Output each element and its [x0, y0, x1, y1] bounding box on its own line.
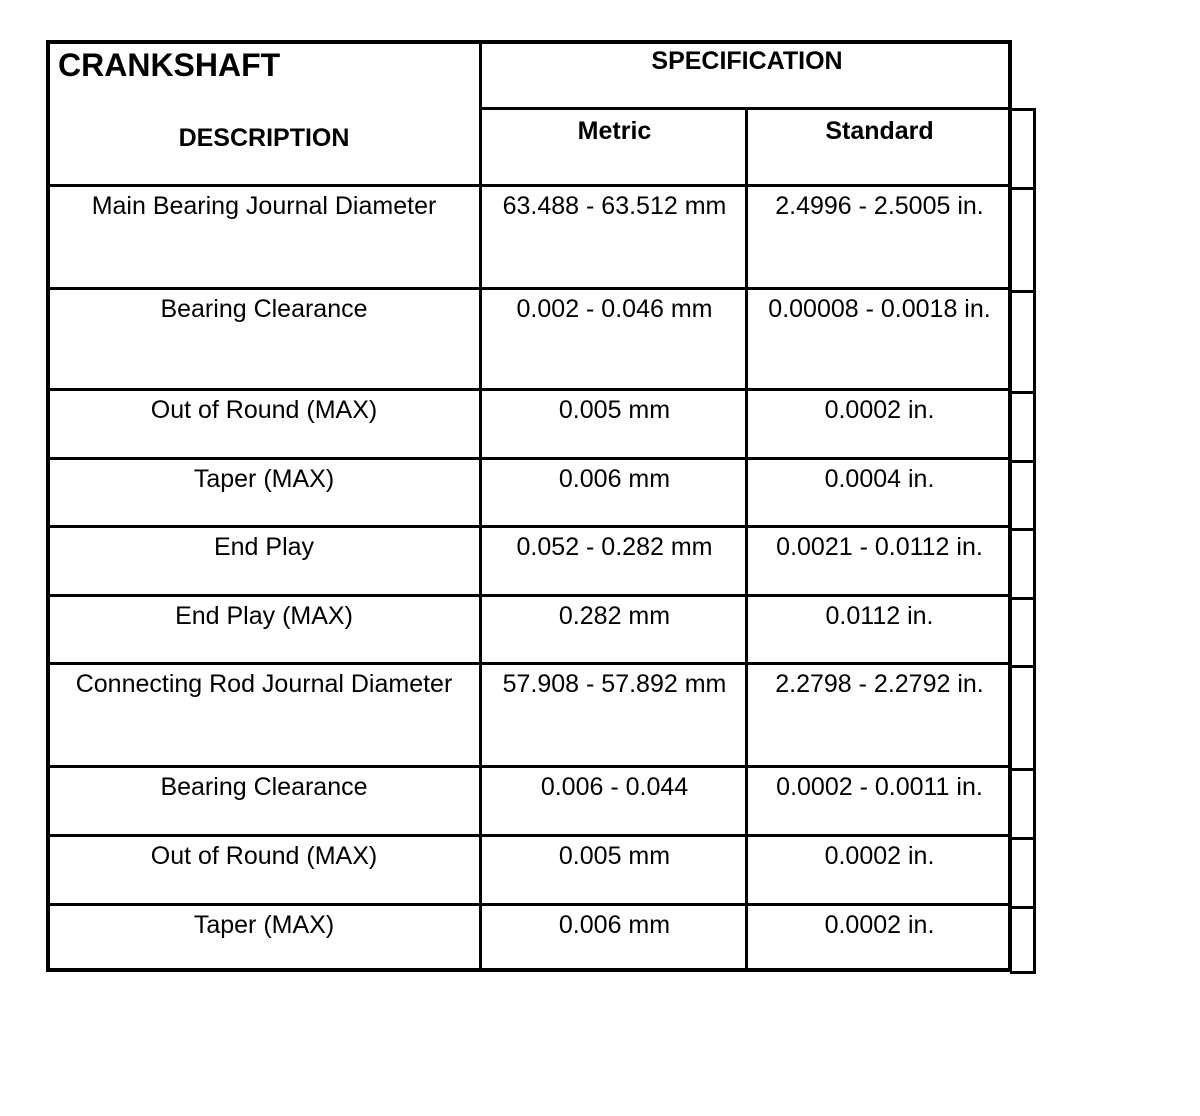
table-cell-metric: 0.002 - 0.046 mm: [516, 295, 713, 323]
extra-column-divider: [1010, 528, 1033, 531]
table-cell-description: Out of Round (MAX): [150, 842, 378, 870]
table-cell-metric: 0.005 mm: [558, 842, 671, 870]
extra-column-divider: [1010, 906, 1033, 909]
table-cell-standard: 0.0002 in.: [824, 396, 935, 424]
table-cell-description: Out of Round (MAX): [150, 396, 378, 424]
table-cell-standard: 0.0004 in.: [824, 465, 935, 493]
table-cell-metric: 0.052 - 0.282 mm: [516, 533, 713, 561]
column-header-metric: Metric: [577, 117, 652, 145]
table-cell-standard: 0.0002 in.: [824, 842, 935, 870]
column-header-standard: Standard: [825, 117, 934, 145]
extra-column-divider: [1010, 665, 1033, 668]
table-cell-standard: 0.0021 - 0.0112 in.: [776, 533, 983, 561]
table-cell-metric: 63.488 - 63.512 mm: [502, 192, 727, 220]
table-cell-description: Bearing Clearance: [160, 773, 368, 801]
table-title: CRANKSHAFT: [58, 47, 281, 83]
column-header-description: DESCRIPTION: [178, 124, 350, 152]
table-cell-standard: 0.00008 - 0.0018 in.: [768, 295, 991, 323]
extra-column-divider: [1010, 187, 1033, 190]
extra-column-divider: [1010, 597, 1033, 600]
table-cell-metric: 0.006 mm: [558, 465, 671, 493]
extra-column-divider: [1010, 391, 1033, 394]
extra-column-divider: [1010, 290, 1033, 293]
table-cell-metric: 0.006 - 0.044: [540, 773, 689, 801]
table-frame: [46, 40, 1012, 972]
header-divider: [480, 107, 1012, 110]
extra-column-divider: [1010, 460, 1033, 463]
table-cell-metric: 57.908 - 57.892 mm: [502, 670, 727, 698]
specification-header: SPECIFICATION: [651, 47, 843, 75]
table-cell-metric: 0.005 mm: [558, 396, 671, 424]
table-cell-metric: 0.282 mm: [558, 602, 671, 630]
table-cell-standard: 2.2798 - 2.2792 in.: [775, 670, 984, 698]
table-cell-description: Bearing Clearance: [160, 295, 368, 323]
table-extra-column: [1010, 108, 1036, 974]
table-cell-description: End Play: [213, 533, 315, 561]
table-cell-metric: 0.006 mm: [558, 911, 671, 939]
table-cell-description: End Play (MAX): [175, 602, 353, 630]
table-cell-description: Main Bearing Journal Diameter: [91, 192, 437, 220]
table-cell-description: Taper (MAX): [193, 465, 335, 493]
table-cell-standard: 0.0002 in.: [824, 911, 935, 939]
table-cell-description: Connecting Rod Journal Diameter: [75, 670, 453, 698]
table-cell-standard: 0.0112 in.: [825, 602, 934, 630]
extra-column-divider: [1010, 837, 1033, 840]
table-cell-description: Taper (MAX): [193, 911, 335, 939]
table-cell-standard: 2.4996 - 2.5005 in.: [775, 192, 984, 220]
table-cell-standard: 0.0002 - 0.0011 in.: [776, 773, 983, 801]
column-divider: [479, 40, 482, 972]
extra-column-divider: [1010, 768, 1033, 771]
